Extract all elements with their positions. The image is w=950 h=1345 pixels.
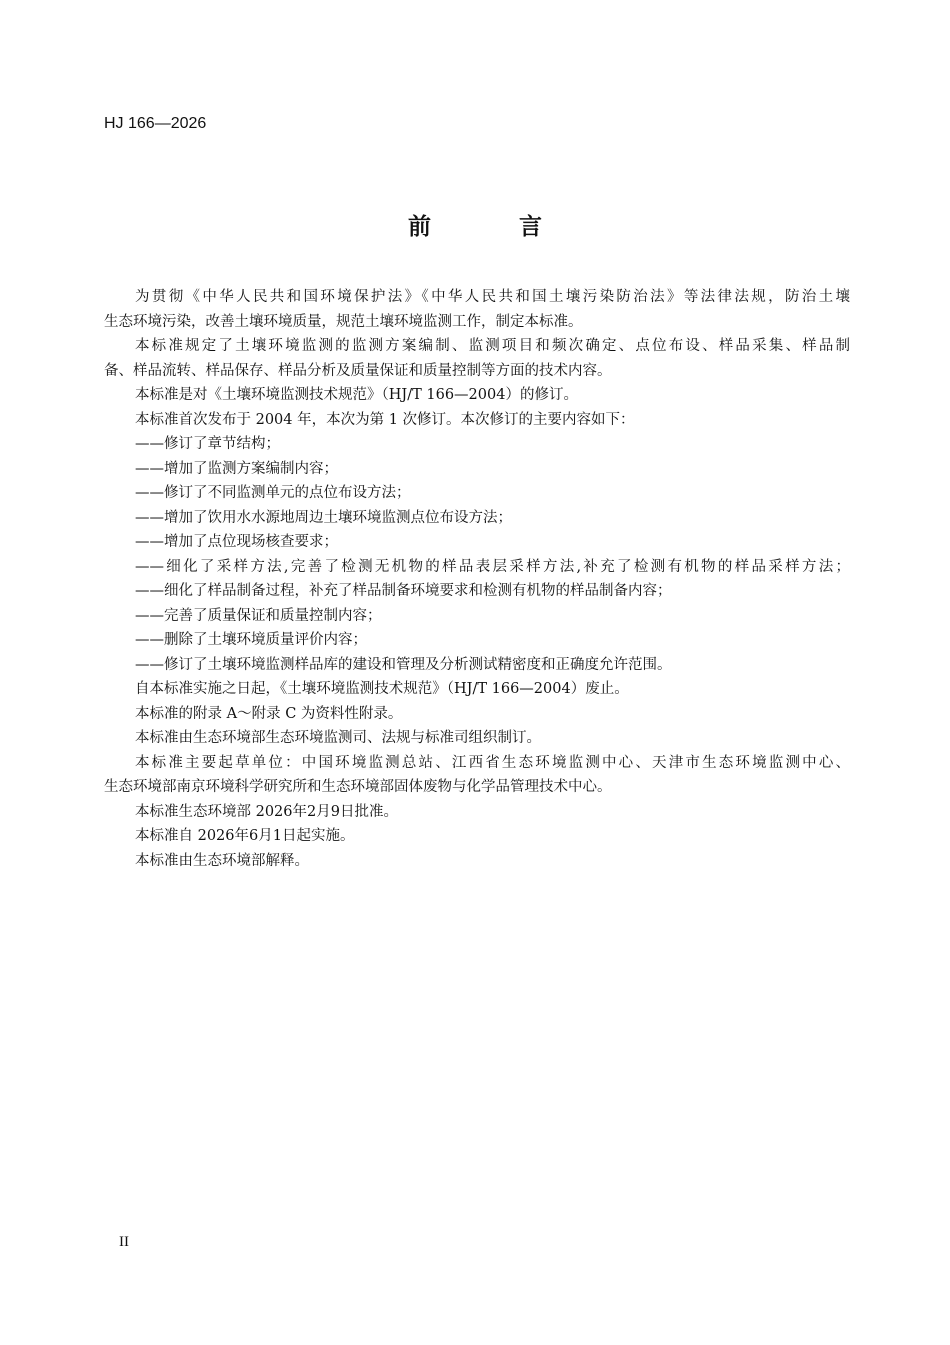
text-line: ——修订了土壤环境监测样品库的建设和管理及分析测试精密度和正确度允许范围。: [135, 656, 672, 673]
text-line: ——增加了点位现场核查要求；: [135, 534, 338, 550]
page-title: 前 言: [407, 213, 582, 240]
page-number: II: [119, 1234, 129, 1250]
text-line: ——增加了监测方案编制内容；: [135, 460, 338, 477]
text-line: 本标准生态环境部 2026年2月9日批准。: [135, 803, 398, 820]
text-line: ——细化了采样方法,完善了检测无机物的样品表层采样方法,补充了检测有机物的样品采样方法；: [135, 558, 850, 575]
document-code-header: HJ 166—2026: [104, 115, 207, 132]
foreword-body: [104, 285, 850, 873]
text-line: 本标准主要起草单位：中国环境监测总站、江西省生态环境监测中心、天津市生态环境监测中心、: [135, 754, 850, 771]
text-line: 本标准规定了土壤环境监测的监测方案编制、监测项目和频次确定、点位布设、样品采集、样品制: [135, 338, 850, 354]
text-line: ——修订了不同监测单元的点位布设方法；: [135, 485, 411, 501]
text-line: 备、样品流转、样品保存、样品分析及质量保证和质量控制等方面的技术内容。: [104, 362, 612, 379]
text-line: 为贯彻《中华人民共和国环境保护法》《中华人民共和国土壤污染防治法》等法律法规，防治土壤: [135, 289, 850, 305]
text-line: 生态环境污染，改善土壤环境质量，规范土壤环境监测工作，制定本标准。: [104, 313, 583, 330]
text-line: 生态环境部南京环境科学研究所和生态环境部固体废物与化学品管理技术中心。: [104, 779, 612, 795]
text-line: 本标准的附录 A～附录 C 为资料性附录。: [135, 705, 403, 722]
text-line: 本标准由生态环境部生态环境监测司、法规与标准司组织制订。: [135, 730, 541, 746]
text-line: ——细化了样品制备过程，补充了样品制备环境要求和检测有机物的样品制备内容；: [135, 583, 672, 599]
text-line: 本标准自 2026年6月1日起实施。: [135, 828, 355, 844]
text-line: 自本标准实施之日起，《土壤环境监测技术规范》（HJ/T 166—2004）废止。: [135, 681, 629, 697]
text-line: 本标准由生态环境部解释。: [135, 852, 309, 869]
text-line: ——删除了土壤环境质量评价内容；: [135, 632, 367, 648]
text-line: ——增加了饮用水水源地周边土壤环境监测点位布设方法；: [135, 509, 512, 526]
text-line: ——修订了章节结构；: [135, 436, 280, 452]
text-line: ——完善了质量保证和质量控制内容；: [135, 607, 382, 624]
text-line: 本标准是对《土壤环境监测技术规范》（HJ/T 166—2004）的修订。: [135, 387, 578, 403]
text-line: 本标准首次发布于 2004 年，本次为第 1 次修订。本次修订的主要内容如下：: [135, 411, 635, 428]
